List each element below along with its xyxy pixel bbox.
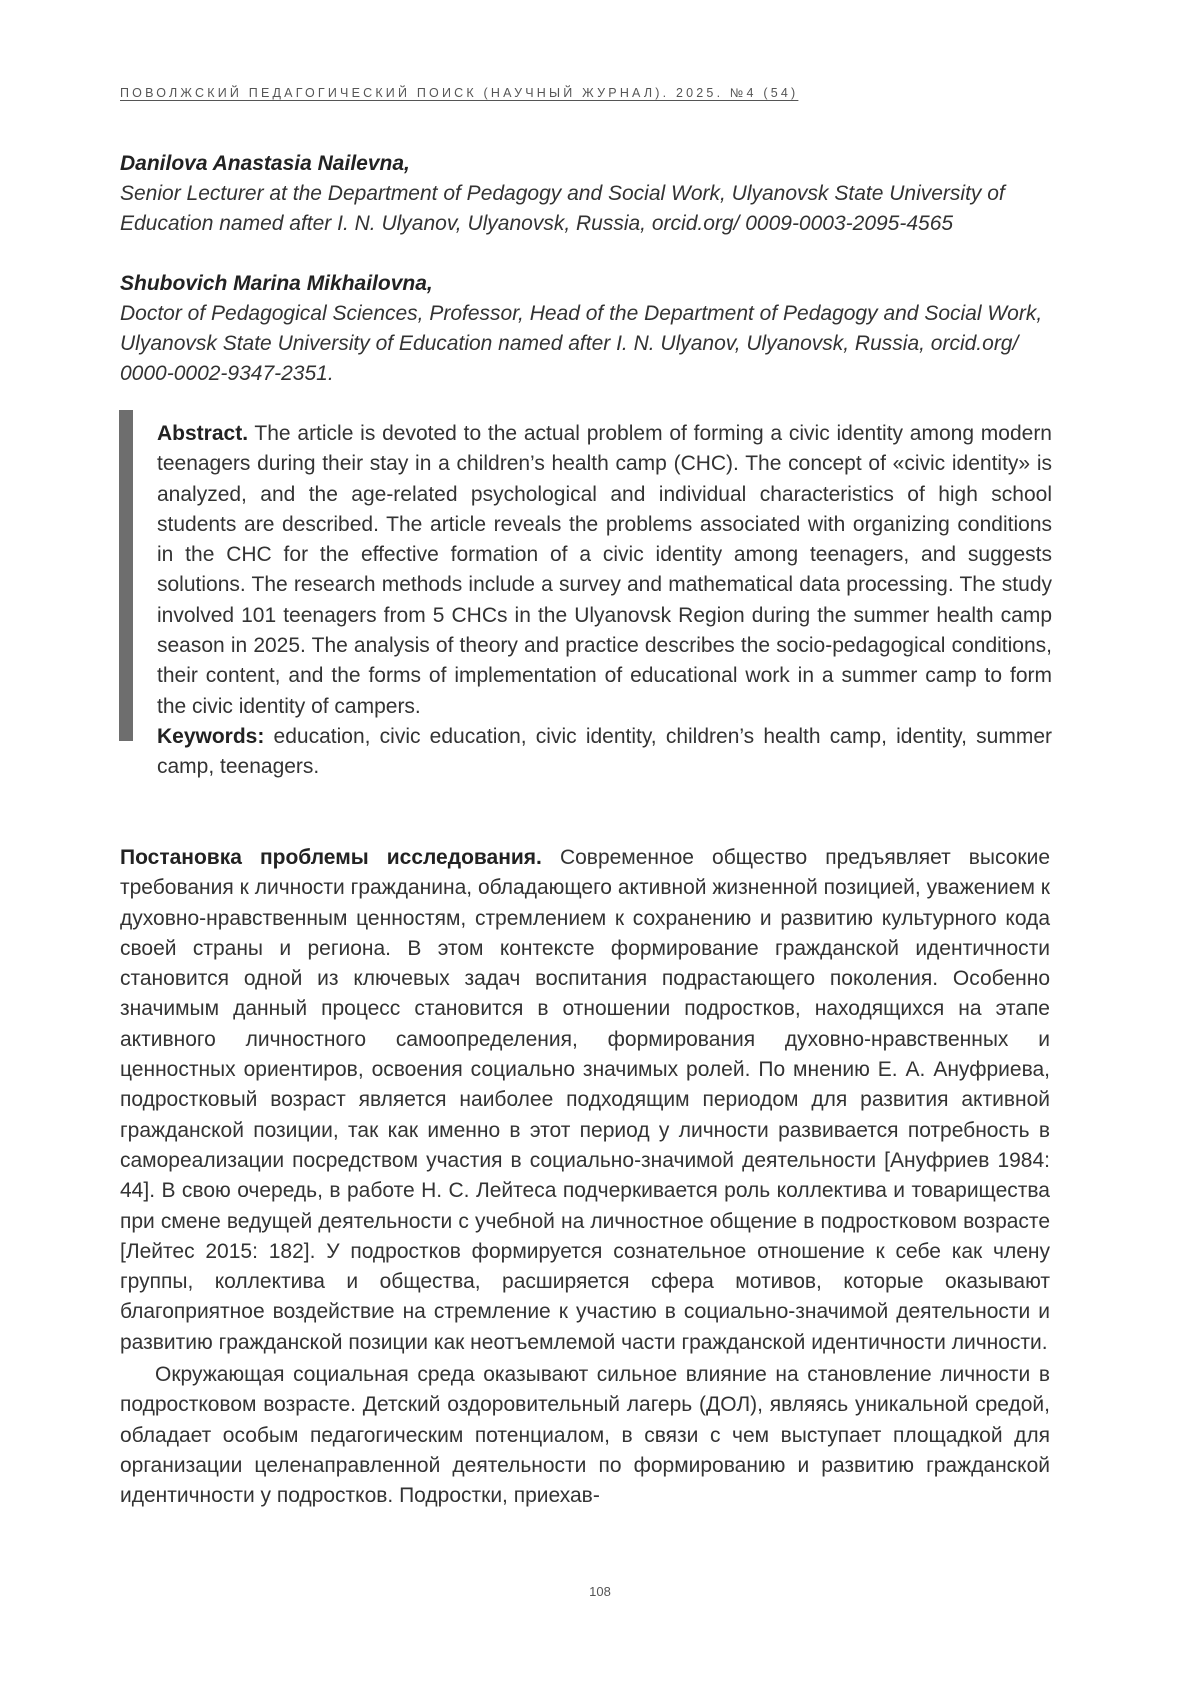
body-paragraph-1	[120, 843, 1050, 1358]
abstract-text: The article is devoted to the actual problem of forming a civic identity among modern teenagers during their stay in a children’s health camp (CHC). The concept of «civic identity» is analyzed, and the age-related psychological and individual characteristics of high school students are described. The article reveals the problems associated with organizing conditions in the CHC for the effective formation of a civic identity among teenagers, and suggests solutions. The research methods include a survey and mathematical data processing. The study involved 101 teenagers from 5 CHCs in the Ulyanovsk Region during the summer health camp season in 2025. The analysis of theory and practice describes the socio-pedagogical conditions, their content, and the forms of implementation of educational work in a summer camp to form the civic identity of campers.	[157, 422, 1052, 718]
keywords-text: education, civic education, civic identity, children’s health camp, identity, summer camp, teenagers.	[157, 724, 1052, 779]
page-number: 108	[589, 1584, 611, 1599]
keywords-label: Keywords:	[157, 724, 265, 748]
paragraph-text: Современное общество предъявляет высокие требования к личности гражданина, обладающего активной жизненной позицией, уважением к духовно-нравственным ценностям, стремлением к сохранению и развитию культурного кода своей страны и региона. В этом контексте формирование гражданской идентичности становится одной из ключевых задач воспитания подрастающего поколения. Особенно значимым данный процесс становится в отношении подростков, находящихся на этапе активного личностного самоопределения, формирования духовно-нравственных и ценностных ориентиров, освоения социально значимых ролей. По мнению Е. А. Ануфриева, подростковый возраст является наиболее подходящим периодом для развития активной гражданской позиции, так как именно в этот период у личности развивается потребность в самореализации посредством участия в социально-значимой деятельности [Ануфриев 1984: 44]. В свою очередь, в работе Н. С. Лейтеса подчеркивается роль коллектива и товарищества при смене ведущей деятельности с учебной на личностное общение в подростковом возрасте [Лейтес 2015: 182]. У подростков формируется сознательное отношение к себе как члену группы, коллектива и общества, расширяется сфера мотивов, которые оказывают благоприятное воздействие на стремление к участию в социально-значимой деятельности и развитию гражданской позиции как неотъемлемой части гражданской идентичности личности.	[120, 846, 1050, 1354]
abstract-label: Abstract.	[157, 422, 249, 445]
section-heading: Постановка проблемы исследования.	[120, 846, 542, 869]
author-block-2	[120, 269, 1050, 389]
author-name: Danilova Anastasia Nailevna,	[120, 152, 410, 175]
author-affiliation: Doctor of Pedagogical Sciences, Professor, Head of the Department of Pedagogy and Social Work, Ulyanovsk State University of Education named after I. N. Ulyanov, Ulyanovsk, Russia, orcid.org/ 0000-0002-9347-2351.	[120, 302, 1043, 385]
abstract-paragraph	[157, 419, 1052, 722]
abstract-sidebar-bar	[119, 410, 133, 741]
running-head: ПОВОЛЖСКИЙ ПЕДАГОГИЧЕСКИЙ ПОИСК (НАУЧНЫЙ ЖУРНАЛ). 2025. №4 (54)	[120, 86, 799, 100]
author-block-1	[120, 149, 1050, 239]
keywords-paragraph	[157, 722, 1052, 783]
abstract-block	[157, 419, 1052, 783]
author-affiliation: Senior Lecturer at the Department of Pedagogy and Social Work, Ulyanovsk State University of Education named after I. N. Ulyanov, Ulyanovsk, Russia, orcid.org/ 0009-0003-2095-4565	[120, 182, 1005, 235]
author-name: Shubovich Marina Mikhailovna,	[120, 272, 433, 295]
article-body	[120, 843, 1050, 1512]
body-paragraph-2: Окружающая социальная среда оказывают сильное влияние на становление личности в подростковом возрасте. Детский оздоровительный лагерь (ДОЛ), являясь уникальной средой, обладает особым педагогическим потенциалом, в связи с чем выступает площадкой для организации целенаправленной деятельности по формированию и развитию гражданской идентичности у подростков. Подростки, приехав-	[120, 1363, 1050, 1508]
